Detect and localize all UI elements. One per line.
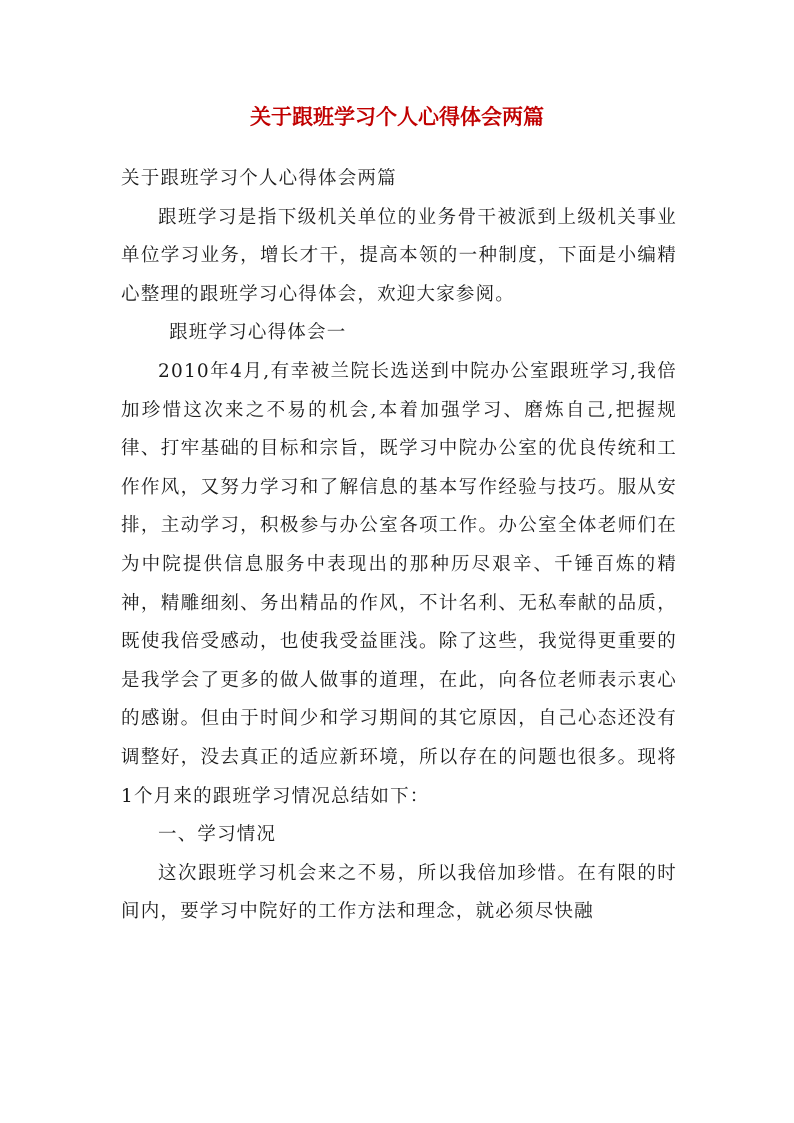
body-paragraph: 2010年4月,有幸被兰院长选送到中院办公室跟班学习,我倍加珍惜这次来之不易的机会,本着加强学习、磨炼自己,把握规律、打牢基础的目标和宗旨，既学习中院办公室的优良传统和工作作风，又努力学习和了解信息的基本写作经验与技巧。服从安排，主动学习，积极参与办公室各项工作。办公室全体老师们在为中院提供信息服务中表现出的那种历尽艰辛、千锤百炼的精神，精雕细刻、务出精品的作风，不计名利、无私奉献的品质，既使我倍受感动，也使我受益匪浅。除了这些，我觉得更重要的是我学会了更多的做人做事的道理，在此，向各位老师表示衷心的感谢。但由于时间少和学习期间的其它原因，自己心态还没有调整好，没去真正的适应新环境，所以存在的问题也很多。现将1个月来的跟班学习情况总结如下： [121,360,677,807]
section-heading: 跟班学习心得体会一 [169,322,347,344]
document-body [121,160,677,932]
subsection-heading: 一、学习情况 [158,824,277,846]
body-paragraph-continued: 这次跟班学习机会来之不易，所以我倍加珍惜。在有限的时间内，要学习中院好的工作方法和理念，就必须尽快融 [121,862,677,923]
document-title: 关于跟班学习个人心得体会两篇 [250,104,544,129]
intro-paragraph: 跟班学习是指下级机关单位的业务骨干被派到上级机关事业单位学习业务，增长才干，提高本领的一种制度，下面是小编精心整理的跟班学习心得体会，欢迎大家参阅。 [121,206,677,305]
document-subtitle: 关于跟班学习个人心得体会两篇 [121,168,397,189]
